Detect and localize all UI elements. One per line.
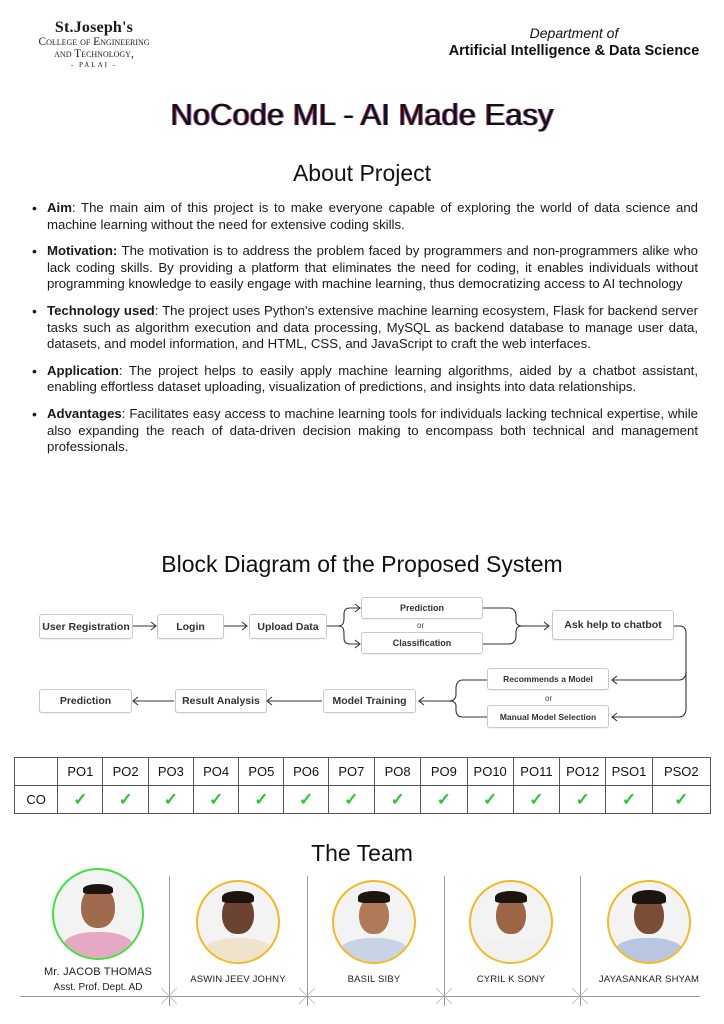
department-name: Artificial Intelligence & Data Science — [448, 43, 700, 59]
node-prediction-final: Prediction — [39, 689, 132, 713]
member-name: BASIL SIBY — [347, 974, 401, 985]
cross-decoration-icon — [572, 988, 588, 1004]
node-recommends-model: Recommends a Model — [487, 668, 609, 690]
about-item-text: The project uses Python's extensive machine learning ecosystem, Flask for backend server tasks such as algorithm execution and data processing, MySQL as backend database to manage user data, datasets, and model information, and HTML, CSS, and JavaScript to craft the web interfaces. — [47, 302, 698, 352]
member-avatar — [196, 880, 280, 964]
check-icon: ✓ — [606, 786, 652, 814]
table-header-cell: PSO2 — [652, 758, 710, 786]
table-header-cell: PO5 — [239, 758, 284, 786]
or-label: or — [545, 694, 553, 703]
node-ask-chatbot: Ask help to chatbot — [552, 610, 674, 640]
table-header-cell: PO8 — [375, 758, 421, 786]
check-icon: ✓ — [193, 786, 238, 814]
table-header-cell: PO4 — [193, 758, 238, 786]
team-column-divider — [580, 876, 581, 1006]
about-item-label: Technology used — [47, 302, 155, 318]
table-header-cell: PO7 — [328, 758, 374, 786]
check-icon: ✓ — [421, 786, 467, 814]
about-item-label: Motivation: — [47, 243, 118, 259]
about-item-label: Application — [47, 362, 119, 378]
check-icon: ✓ — [375, 786, 421, 814]
table-header-cell: PO10 — [467, 758, 513, 786]
member-name: JAYASANKAR SHYAM — [598, 974, 700, 985]
check-icon: ✓ — [467, 786, 513, 814]
about-item-technology — [30, 303, 698, 353]
node-upload-data: Upload Data — [249, 614, 327, 639]
node-manual-model-selection: Manual Model Selection — [487, 705, 609, 728]
team-guide-card — [28, 868, 168, 993]
table-header-row — [15, 758, 711, 786]
table-header-cell: PO2 — [103, 758, 148, 786]
member-avatar — [607, 880, 691, 964]
about-item-text: The project helps to easily apply machine learning algorithms, aided by a chatbot assistant, enabling effortless dataset uploading, visualization of predictions, and insights into data relationships. — [47, 362, 698, 395]
team-heading: The Team — [311, 840, 413, 866]
member-avatar — [469, 880, 553, 964]
department-prefix: Department of — [529, 25, 619, 41]
node-user-registration: User Registration — [39, 614, 133, 639]
team-member-card — [590, 880, 708, 985]
member-avatar — [332, 880, 416, 964]
check-icon: ✓ — [239, 786, 284, 814]
table-header-cell: PSO1 — [606, 758, 652, 786]
about-item-sep: : — [118, 362, 129, 378]
table-header-cell — [15, 758, 58, 786]
guide-role: Asst. Prof. Dept. AD — [53, 982, 143, 993]
check-icon: ✓ — [652, 786, 710, 814]
table-header-cell: PO3 — [148, 758, 193, 786]
about-item-aim — [30, 200, 698, 233]
about-item-advantages — [30, 406, 698, 456]
node-result-analysis: Result Analysis — [175, 689, 267, 713]
team-baseline-divider — [20, 996, 700, 997]
about-item-label: Advantages — [47, 405, 122, 421]
about-item-text: The main aim of this project is to make everyone capable of exploring the world of data science and machine learning without the need for extensive coding skills. — [47, 200, 698, 232]
diagram-heading: Block Diagram of the Proposed System — [161, 551, 563, 577]
node-prediction-option: Prediction — [361, 597, 483, 619]
guide-avatar — [52, 868, 144, 960]
check-icon: ✓ — [513, 786, 559, 814]
about-item-text: Facilitates easy access to machine learning tools for individuals lacking technical expertise, while also expanding the reach of data-driven decision making to encompass both technical and management professionals. — [47, 405, 698, 455]
team-column-divider — [169, 876, 170, 1006]
about-item-motivation — [30, 243, 698, 293]
member-name: CYRIL K SONY — [476, 974, 546, 985]
table-header-cell: PO12 — [560, 758, 606, 786]
node-classification-option: Classification — [361, 632, 483, 654]
logo-line-4: - PALAI - — [70, 61, 118, 69]
table-row — [15, 786, 711, 814]
check-icon: ✓ — [560, 786, 606, 814]
or-label: or — [417, 621, 425, 630]
about-item-application — [30, 363, 698, 396]
member-name: ASWIN JEEV JOHNY — [190, 974, 286, 985]
about-item-sep: : — [154, 302, 163, 318]
cross-decoration-icon — [299, 988, 315, 1004]
logo-line-3: and Technology, — [54, 47, 134, 60]
po-mapping-table — [14, 757, 711, 814]
team-section — [0, 860, 724, 1024]
department-label — [444, 25, 704, 59]
page-title: NoCode ML - AI Made Easy — [170, 97, 554, 132]
guide-name: Mr. JACOB THOMAS — [43, 966, 153, 978]
team-member-card — [455, 880, 567, 985]
logo-line-1: St.Joseph's — [54, 19, 134, 36]
check-icon: ✓ — [328, 786, 374, 814]
row-label: CO — [15, 786, 58, 814]
table-header-cell: PO1 — [58, 758, 103, 786]
about-item-sep: : — [71, 200, 82, 215]
check-icon: ✓ — [284, 786, 328, 814]
table-header-cell: PO6 — [284, 758, 328, 786]
about-item-sep: : — [121, 405, 130, 421]
college-logo — [18, 20, 170, 69]
about-heading: About Project — [292, 160, 432, 186]
team-member-card — [318, 880, 430, 985]
node-login: Login — [157, 614, 224, 639]
team-column-divider — [444, 876, 445, 1006]
table-header-cell: PO9 — [421, 758, 467, 786]
block-diagram — [0, 590, 724, 730]
check-icon: ✓ — [58, 786, 103, 814]
about-item-text: The motivation is to address the problem faced by programmers and non-programmers alike who lack coding skills. By providing a platform that eliminates the need for coding, it enables individuals without programming knowledge to easily engage with machine learning, thus democratizing access to AI technology — [47, 243, 698, 292]
node-model-training: Model Training — [323, 689, 416, 713]
table-header-cell: PO11 — [513, 758, 559, 786]
team-member-card — [182, 880, 294, 985]
check-icon: ✓ — [148, 786, 193, 814]
about-item-label: Aim — [47, 200, 72, 215]
check-icon: ✓ — [103, 786, 148, 814]
cross-decoration-icon — [436, 988, 452, 1004]
about-list — [30, 200, 698, 466]
logo-line-2: College of Engineering — [38, 36, 150, 48]
team-column-divider — [307, 876, 308, 1006]
